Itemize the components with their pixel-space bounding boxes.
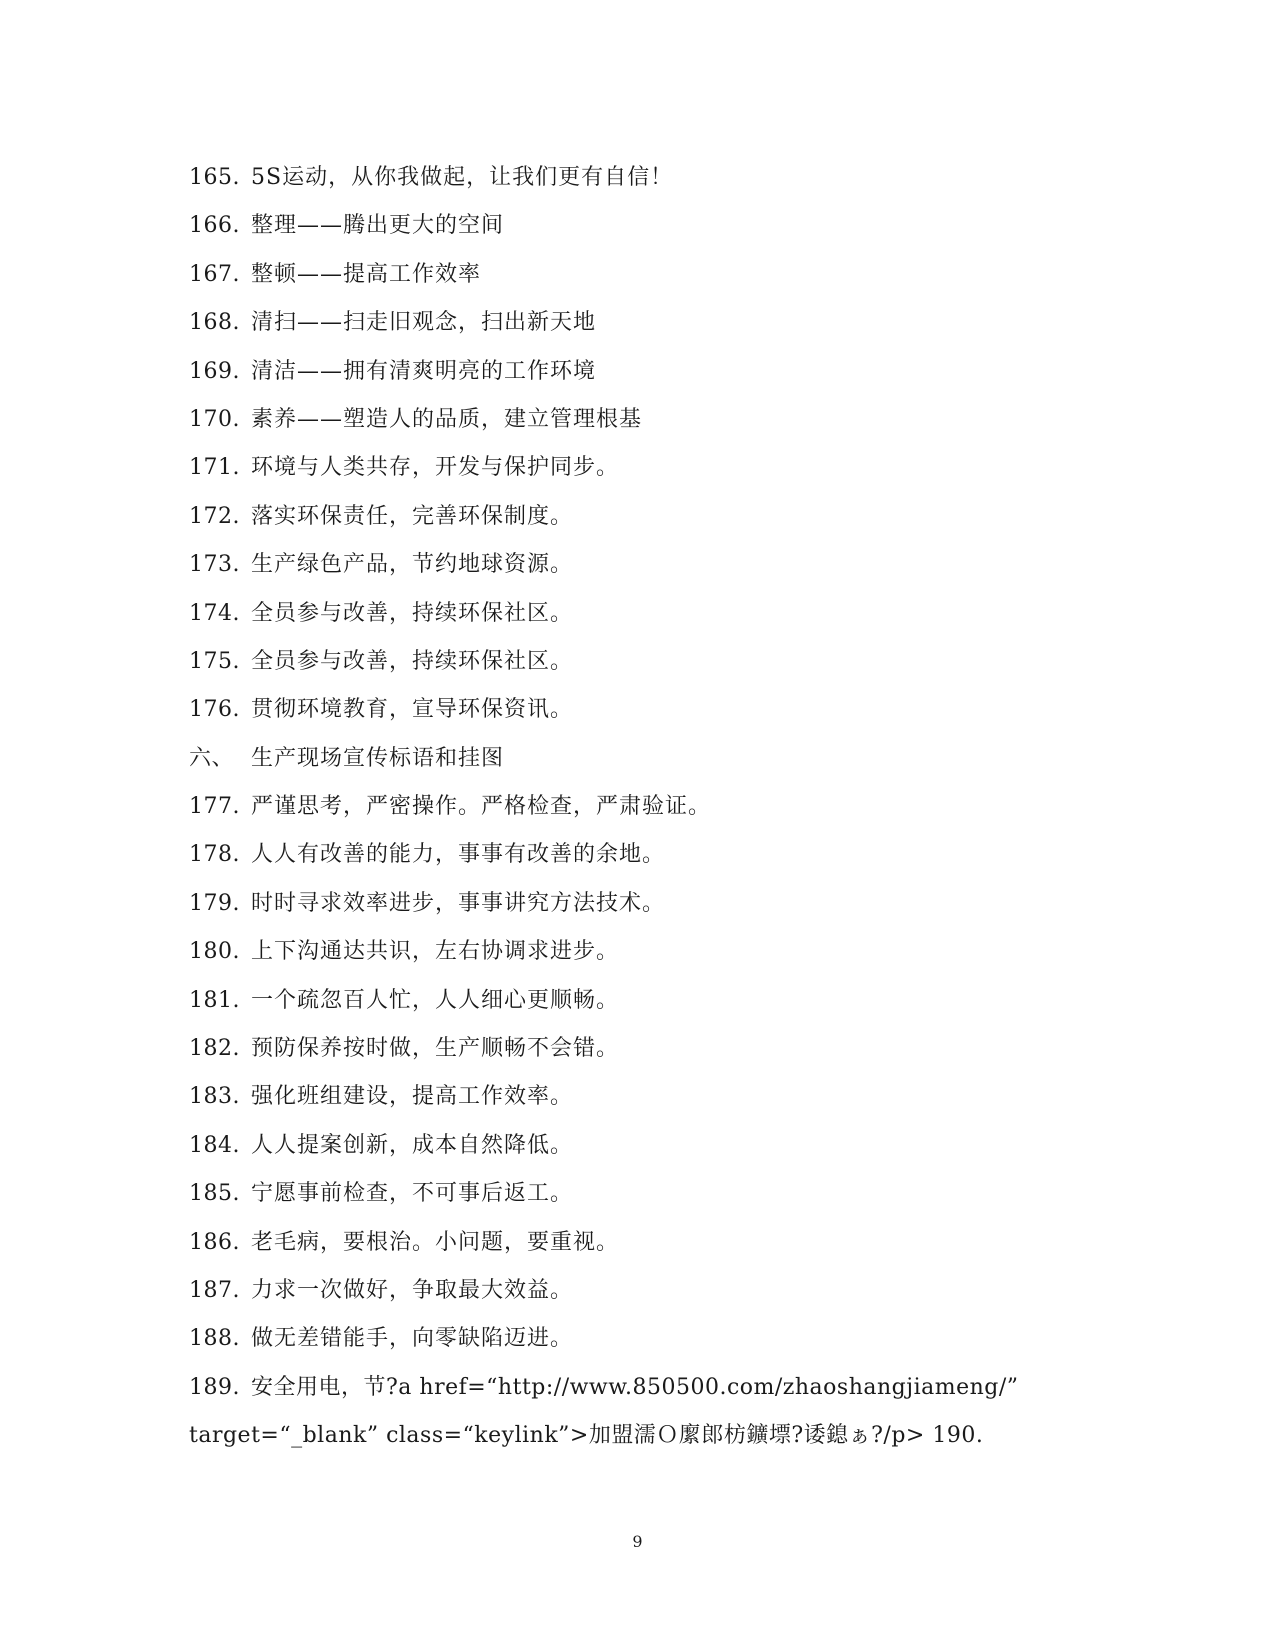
item-text: 清扫——扫走旧观念，扫出新天地 — [251, 310, 597, 336]
item-number: 165. — [189, 165, 240, 190]
item-text: 人人提案创新，成本自然降低。 — [251, 1132, 574, 1158]
item-number: 187. — [189, 1277, 240, 1303]
list-item — [189, 493, 1089, 541]
item-text: 上下沟通达共识，左右协调求进步。 — [251, 939, 620, 965]
item-number: 172. — [189, 503, 240, 529]
item-number: 169. — [189, 358, 240, 384]
item-text: 预防保养按时做，生产顺畅不会错。 — [251, 1036, 620, 1062]
section-title: 生产现场宣传标语和挂图 — [251, 745, 505, 771]
item-text: 一个疏忽百人忙，人人细心更顺畅。 — [251, 987, 620, 1013]
list-item — [189, 977, 1089, 1025]
list-item — [189, 783, 1089, 831]
item-text: 力求一次做好，争取最大效益。 — [251, 1277, 574, 1303]
list-item — [189, 1073, 1089, 1121]
item-number: 174. — [189, 600, 240, 626]
item-text: 5S运动，从你我做起，让我们更有自信！ — [251, 165, 674, 190]
item-text: 整顿——提高工作效率 — [251, 261, 482, 287]
list-item — [189, 1219, 1089, 1267]
item-text: 严谨思考，严密操作。严格检查，严肃验证。 — [251, 794, 712, 820]
list-item — [189, 1267, 1089, 1315]
item-text: 安全用电，节?a href=“http://www.850500.com/zhaoshangjiameng/” — [251, 1374, 1019, 1400]
item-text: 素养——塑造人的品质，建立管理根基 — [251, 406, 643, 432]
list-item — [189, 638, 1089, 686]
item-text: 宁愿事前检查，不可事后返工。 — [251, 1181, 574, 1207]
item-text: 全员参与改善，持续环保社区。 — [251, 648, 574, 674]
continuation-line — [189, 1412, 1089, 1460]
raw-markup-text: target=“_blank” class=“keylink”>加盟濡Ｏ緳郎枋鑛墂?诿鎴ぁ?/p> 190. — [189, 1423, 984, 1449]
list-item — [189, 1025, 1089, 1073]
item-number: 182. — [189, 1036, 240, 1062]
item-text: 贯彻环境教育，宣导环保资讯。 — [251, 697, 574, 723]
item-number: 168. — [189, 310, 240, 336]
list-item — [189, 541, 1089, 589]
item-number: 173. — [189, 552, 240, 578]
item-text: 强化班组建设，提高工作效率。 — [251, 1084, 574, 1110]
item-number: 176. — [189, 697, 240, 723]
item-number: 184. — [189, 1132, 240, 1158]
list-item — [189, 1122, 1089, 1170]
list-item — [189, 1364, 1089, 1412]
list-item — [189, 1315, 1089, 1363]
item-text: 生产绿色产品，节约地球资源。 — [251, 552, 574, 578]
item-number: 188. — [189, 1326, 240, 1352]
item-text: 做无差错能手，向零缺陷迈进。 — [251, 1326, 574, 1352]
item-text: 老毛病，要根治。小问题，要重视。 — [251, 1229, 620, 1255]
item-number: 167. — [189, 261, 240, 287]
list-item — [189, 928, 1089, 976]
list-item — [189, 590, 1089, 638]
item-number: 189. — [189, 1374, 240, 1400]
item-number: 171. — [189, 455, 240, 481]
list-item — [189, 154, 1089, 202]
item-text: 清洁——拥有清爽明亮的工作环境 — [251, 358, 597, 384]
item-number: 177. — [189, 794, 240, 820]
item-number: 181. — [189, 987, 240, 1013]
item-text: 整理——腾出更大的空间 — [251, 213, 505, 239]
list-item — [189, 299, 1089, 347]
list-item — [189, 444, 1089, 492]
list-item — [189, 1170, 1089, 1218]
list-item — [189, 831, 1089, 879]
item-number: 178. — [189, 842, 240, 868]
item-text: 环境与人类共存，开发与保护同步。 — [251, 455, 620, 481]
item-number: 186. — [189, 1229, 240, 1255]
item-text: 落实环保责任，完善环保制度。 — [251, 503, 574, 529]
list-item — [189, 880, 1089, 928]
item-text: 全员参与改善，持续环保社区。 — [251, 600, 574, 626]
list-item — [189, 348, 1089, 396]
section-heading — [189, 735, 1089, 783]
item-number: 180. — [189, 939, 240, 965]
item-text: 时时寻求效率进步，事事讲究方法技术。 — [251, 890, 666, 916]
list-item — [189, 202, 1089, 250]
item-number: 185. — [189, 1181, 240, 1207]
list-item — [189, 251, 1089, 299]
section-number: 六、 — [189, 745, 235, 771]
item-number: 183. — [189, 1084, 240, 1110]
item-number: 179. — [189, 890, 240, 916]
list-item — [189, 686, 1089, 734]
page-number: 9 — [632, 1532, 643, 1551]
document-body — [189, 154, 1089, 1461]
item-number: 166. — [189, 213, 240, 239]
item-text: 人人有改善的能力，事事有改善的余地。 — [251, 842, 666, 868]
item-number: 170. — [189, 406, 240, 432]
list-item — [189, 396, 1089, 444]
item-number: 175. — [189, 648, 240, 674]
